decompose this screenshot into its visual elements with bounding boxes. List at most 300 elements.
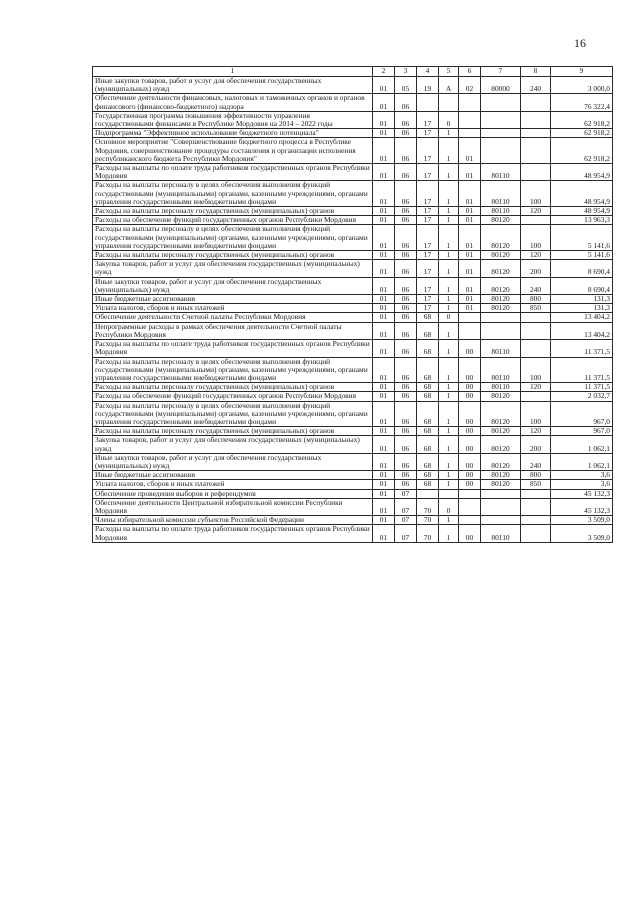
direction-code: 80120 bbox=[481, 453, 521, 470]
row-name: Расходы на выплаты персоналу государственных (муниципальных) органов bbox=[93, 427, 373, 436]
section-code: 01 bbox=[373, 77, 395, 94]
event-code bbox=[459, 313, 481, 322]
row-name: Обеспечение проведения выборов и референдумов bbox=[93, 489, 373, 498]
subsection-code: 06 bbox=[395, 251, 417, 260]
row-name: Уплата налогов, сборов и иных платежей bbox=[93, 480, 373, 489]
event-code: 01 bbox=[459, 304, 481, 313]
program-code bbox=[417, 489, 439, 498]
event-code bbox=[459, 489, 481, 498]
subsection-code: 06 bbox=[395, 313, 417, 322]
direction-code: 80120 bbox=[481, 436, 521, 453]
subsection-code: 05 bbox=[395, 77, 417, 94]
amount: 45 132,3 bbox=[551, 498, 613, 515]
event-code bbox=[459, 498, 481, 515]
subprogram-code: 1 bbox=[439, 138, 459, 164]
event-code: 01 bbox=[459, 138, 481, 164]
direction-code bbox=[481, 498, 521, 515]
row-name: Расходы на выплаты персоналу государственных (муниципальных) органов bbox=[93, 251, 373, 260]
subsection-code: 06 bbox=[395, 111, 417, 128]
direction-code: 80110 bbox=[481, 383, 521, 392]
amount: 131,3 bbox=[551, 304, 613, 313]
section-code: 01 bbox=[373, 111, 395, 128]
program-code bbox=[417, 94, 439, 111]
subsection-code: 06 bbox=[395, 225, 417, 251]
expense-type-code bbox=[521, 489, 551, 498]
row-name: Расходы на выплаты персоналу государственных (муниципальных) органов bbox=[93, 383, 373, 392]
event-code bbox=[459, 111, 481, 128]
amount: 3 509,0 bbox=[551, 525, 613, 542]
row-name: Закупка товаров, работ и услуг для обеспечения государственных (муниципальных) нужд bbox=[93, 436, 373, 453]
amount: 76 322,4 bbox=[551, 94, 613, 111]
subprogram-code: 1 bbox=[439, 453, 459, 470]
event-code: 00 bbox=[459, 357, 481, 383]
subprogram-code: 1 bbox=[439, 340, 459, 357]
column-header: 5 bbox=[439, 67, 459, 77]
subsection-code: 06 bbox=[395, 94, 417, 111]
program-code: 68 bbox=[417, 357, 439, 383]
expense-type-code: 240 bbox=[521, 453, 551, 470]
subsection-code: 07 bbox=[395, 516, 417, 525]
table-row bbox=[93, 427, 613, 436]
program-code: 68 bbox=[417, 392, 439, 401]
subprogram-code: 1 bbox=[439, 129, 459, 138]
expense-type-code: 120 bbox=[521, 383, 551, 392]
table-row bbox=[93, 295, 613, 304]
table-row bbox=[93, 340, 613, 357]
subprogram-code: 1 bbox=[439, 164, 459, 181]
row-name: Уплата налогов, сборов и иных платежей bbox=[93, 304, 373, 313]
expense-type-code: 240 bbox=[521, 277, 551, 294]
subsection-code: 06 bbox=[395, 392, 417, 401]
subsection-code: 06 bbox=[395, 357, 417, 383]
direction-code: 80110 bbox=[481, 164, 521, 181]
subsection-code: 06 bbox=[395, 340, 417, 357]
event-code bbox=[459, 322, 481, 339]
subsection-code: 06 bbox=[395, 436, 417, 453]
expense-type-code: 120 bbox=[521, 251, 551, 260]
program-code: 17 bbox=[417, 111, 439, 128]
event-code: 00 bbox=[459, 340, 481, 357]
table-row bbox=[93, 304, 613, 313]
amount: 45 132,3 bbox=[551, 489, 613, 498]
table-row bbox=[93, 357, 613, 383]
table-row bbox=[93, 480, 613, 489]
direction-code: 80120 bbox=[481, 225, 521, 251]
amount: 2 032,7 bbox=[551, 392, 613, 401]
program-code: 68 bbox=[417, 453, 439, 470]
subprogram-code: 1 bbox=[439, 480, 459, 489]
direction-code: 80120 bbox=[481, 427, 521, 436]
section-code: 01 bbox=[373, 138, 395, 164]
expense-type-code: 100 bbox=[521, 357, 551, 383]
subsection-code: 06 bbox=[395, 453, 417, 470]
section-code: 01 bbox=[373, 225, 395, 251]
row-name: Закупка товаров, работ и услуг для обеспечения государственных (муниципальных) нужд bbox=[93, 260, 373, 277]
subprogram-code: 1 bbox=[439, 357, 459, 383]
section-code: 01 bbox=[373, 94, 395, 111]
program-code: 17 bbox=[417, 164, 439, 181]
event-code: 01 bbox=[459, 164, 481, 181]
row-name: Расходы на выплаты персоналу в целях обеспечения выполнения функций государственными (муниципальными) органами, казенными учреждениями, органами управления государственными внебюджетными фондами bbox=[93, 225, 373, 251]
expense-type-code: 800 bbox=[521, 471, 551, 480]
direction-code: 80120 bbox=[481, 277, 521, 294]
row-name: Подпрограмма "Эффективное использование бюджетного потенциала" bbox=[93, 129, 373, 138]
program-code: 68 bbox=[417, 436, 439, 453]
section-code: 01 bbox=[373, 216, 395, 225]
event-code: 01 bbox=[459, 277, 481, 294]
direction-code bbox=[481, 129, 521, 138]
subprogram-code: 0 bbox=[439, 313, 459, 322]
expense-type-code: 800 bbox=[521, 295, 551, 304]
event-code: 00 bbox=[459, 436, 481, 453]
section-code: 01 bbox=[373, 525, 395, 542]
column-header: 3 bbox=[395, 67, 417, 77]
subprogram-code bbox=[439, 94, 459, 111]
table-row bbox=[93, 498, 613, 515]
row-name: Иные закупки товаров, работ и услуг для обеспечения государственных (муниципальных) нужд bbox=[93, 453, 373, 470]
event-code bbox=[459, 94, 481, 111]
expense-type-code bbox=[521, 111, 551, 128]
table-row bbox=[93, 401, 613, 427]
program-code: 70 bbox=[417, 525, 439, 542]
section-code: 01 bbox=[373, 295, 395, 304]
direction-code bbox=[481, 516, 521, 525]
subprogram-code: 1 bbox=[439, 383, 459, 392]
program-code: 17 bbox=[417, 295, 439, 304]
direction-code: 80120 bbox=[481, 251, 521, 260]
program-code: 17 bbox=[417, 251, 439, 260]
amount: 1 062,1 bbox=[551, 453, 613, 470]
expense-type-code bbox=[521, 216, 551, 225]
section-code: 01 bbox=[373, 277, 395, 294]
section-code: 01 bbox=[373, 357, 395, 383]
program-code: 68 bbox=[417, 401, 439, 427]
section-code: 01 bbox=[373, 383, 395, 392]
event-code: 01 bbox=[459, 207, 481, 216]
table-row bbox=[93, 138, 613, 164]
expense-type-code: 850 bbox=[521, 304, 551, 313]
event-code: 00 bbox=[459, 471, 481, 480]
program-code: 68 bbox=[417, 427, 439, 436]
subsection-code: 06 bbox=[395, 322, 417, 339]
section-code: 01 bbox=[373, 516, 395, 525]
page-number: 16 bbox=[574, 36, 586, 50]
amount: 62 918,2 bbox=[551, 111, 613, 128]
table-row bbox=[93, 277, 613, 294]
direction-code bbox=[481, 322, 521, 339]
subsection-code: 06 bbox=[395, 304, 417, 313]
program-code: 68 bbox=[417, 471, 439, 480]
program-code: 17 bbox=[417, 138, 439, 164]
direction-code bbox=[481, 138, 521, 164]
event-code: 00 bbox=[459, 427, 481, 436]
row-name: Расходы на выплаты персоналу в целях обеспечения выполнения функций государственными (муниципальными) органами, казенными учреждениями, органами управления государственными внебюджетными фондами bbox=[93, 357, 373, 383]
program-code: 68 bbox=[417, 322, 439, 339]
subprogram-code: 1 bbox=[439, 260, 459, 277]
row-name: Непрограммные расходы в рамках обеспечения деятельности Счетной палаты Республики Мордовия bbox=[93, 322, 373, 339]
subprogram-code: 1 bbox=[439, 225, 459, 251]
subprogram-code: 1 bbox=[439, 304, 459, 313]
subsection-code: 06 bbox=[395, 207, 417, 216]
section-code: 01 bbox=[373, 129, 395, 138]
table-row bbox=[93, 392, 613, 401]
expense-type-code: 240 bbox=[521, 77, 551, 94]
subsection-code: 06 bbox=[395, 277, 417, 294]
program-code: 17 bbox=[417, 216, 439, 225]
row-name: Основное мероприятие "Совершенствование бюджетного процесса в Республике Мордовия, совершенствование процедуры составления и организации исполнения республиканского бюджета Республики Мордовия" bbox=[93, 138, 373, 164]
amount: 3,6 bbox=[551, 480, 613, 489]
row-name: Расходы на выплаты персоналу государственных (муниципальных) органов bbox=[93, 207, 373, 216]
amount: 8 690,4 bbox=[551, 277, 613, 294]
row-name: Обеспечение деятельности Счетной палаты Республики Мордовия bbox=[93, 313, 373, 322]
section-code: 01 bbox=[373, 498, 395, 515]
column-header: 9 bbox=[551, 67, 613, 77]
section-code: 01 bbox=[373, 207, 395, 216]
program-code: 17 bbox=[417, 277, 439, 294]
program-code: 70 bbox=[417, 516, 439, 525]
direction-code bbox=[481, 111, 521, 128]
amount: 3 509,0 bbox=[551, 516, 613, 525]
event-code: 01 bbox=[459, 181, 481, 207]
expense-type-code bbox=[521, 94, 551, 111]
subsection-code: 06 bbox=[395, 383, 417, 392]
amount: 13 963,3 bbox=[551, 216, 613, 225]
program-code: 68 bbox=[417, 340, 439, 357]
expense-type-code: 850 bbox=[521, 480, 551, 489]
expense-type-code: 200 bbox=[521, 436, 551, 453]
section-code: 01 bbox=[373, 401, 395, 427]
column-header: 4 bbox=[417, 67, 439, 77]
subsection-code: 06 bbox=[395, 216, 417, 225]
section-code: 01 bbox=[373, 436, 395, 453]
table-row bbox=[93, 111, 613, 128]
table-row bbox=[93, 216, 613, 225]
expense-type-code: 100 bbox=[521, 181, 551, 207]
subprogram-code: А bbox=[439, 77, 459, 94]
table-row bbox=[93, 383, 613, 392]
subsection-code: 07 bbox=[395, 498, 417, 515]
subsection-code: 06 bbox=[395, 401, 417, 427]
direction-code: 80120 bbox=[481, 471, 521, 480]
direction-code: 80110 bbox=[481, 357, 521, 383]
row-name: Расходы на выплаты по оплате труда работников государственных органов Республики Мордовия bbox=[93, 164, 373, 181]
subprogram-code: 1 bbox=[439, 181, 459, 207]
subprogram-code: 0 bbox=[439, 498, 459, 515]
table-row bbox=[93, 313, 613, 322]
program-code: 68 bbox=[417, 480, 439, 489]
subprogram-code: 1 bbox=[439, 277, 459, 294]
subsection-code: 06 bbox=[395, 181, 417, 207]
row-name: Расходы на выплаты по оплате труда работников государственных органов Республики Мордовия bbox=[93, 525, 373, 542]
amount: 8 690,4 bbox=[551, 260, 613, 277]
event-code: 01 bbox=[459, 251, 481, 260]
budget-table bbox=[92, 66, 613, 543]
subprogram-code: 1 bbox=[439, 251, 459, 260]
program-code: 68 bbox=[417, 313, 439, 322]
table-row bbox=[93, 516, 613, 525]
expense-type-code: 120 bbox=[521, 207, 551, 216]
subsection-code: 06 bbox=[395, 164, 417, 181]
direction-code bbox=[481, 313, 521, 322]
section-code: 01 bbox=[373, 251, 395, 260]
subprogram-code: 1 bbox=[439, 322, 459, 339]
table-row bbox=[93, 489, 613, 498]
row-name: Обеспечение деятельности финансовых, налоговых и таможенных органов и органов финансового (финансово-бюджетного) надзора bbox=[93, 94, 373, 111]
column-header: 7 bbox=[481, 67, 521, 77]
table-row bbox=[93, 436, 613, 453]
column-header: 2 bbox=[373, 67, 395, 77]
direction-code: 80120 bbox=[481, 295, 521, 304]
row-name: Государственная программа повышения эффективности управления государственными финансами в Республике Мордовия на 2014 – 2022 годы bbox=[93, 111, 373, 128]
subprogram-code bbox=[439, 489, 459, 498]
event-code: 00 bbox=[459, 392, 481, 401]
event-code bbox=[459, 129, 481, 138]
amount: 48 954,9 bbox=[551, 207, 613, 216]
amount: 48 954,9 bbox=[551, 164, 613, 181]
expense-type-code bbox=[521, 129, 551, 138]
direction-code bbox=[481, 489, 521, 498]
subprogram-code: 1 bbox=[439, 525, 459, 542]
program-code: 70 bbox=[417, 498, 439, 515]
row-name: Расходы на выплаты персоналу в целях обеспечения выполнения функций государственными (муниципальными) органами, казенными учреждениями, органами управления государственными внебюджетными фондами bbox=[93, 401, 373, 427]
subprogram-code: 1 bbox=[439, 436, 459, 453]
section-code: 01 bbox=[373, 453, 395, 470]
subprogram-code: 1 bbox=[439, 295, 459, 304]
event-code bbox=[459, 516, 481, 525]
row-name: Расходы на выплаты по оплате труда работников государственных органов Республики Мордовия bbox=[93, 340, 373, 357]
subprogram-code: 1 bbox=[439, 216, 459, 225]
subprogram-code: 0 bbox=[439, 111, 459, 128]
subsection-code: 06 bbox=[395, 295, 417, 304]
expense-type-code: 120 bbox=[521, 427, 551, 436]
column-header: 6 bbox=[459, 67, 481, 77]
table-row bbox=[93, 453, 613, 470]
table-row bbox=[93, 525, 613, 542]
table-row bbox=[93, 94, 613, 111]
section-code: 01 bbox=[373, 322, 395, 339]
section-code: 01 bbox=[373, 304, 395, 313]
program-code: 17 bbox=[417, 260, 439, 277]
section-code: 01 bbox=[373, 340, 395, 357]
program-code: 17 bbox=[417, 225, 439, 251]
table-row bbox=[93, 251, 613, 260]
amount: 11 371,5 bbox=[551, 340, 613, 357]
table-row bbox=[93, 181, 613, 207]
expense-type-code bbox=[521, 138, 551, 164]
direction-code: 80110 bbox=[481, 340, 521, 357]
subsection-code: 06 bbox=[395, 138, 417, 164]
program-code: 17 bbox=[417, 304, 439, 313]
table-row bbox=[93, 77, 613, 94]
row-name: Иные закупки товаров, работ и услуг для обеспечения государственных (муниципальных) нужд bbox=[93, 277, 373, 294]
section-code: 01 bbox=[373, 427, 395, 436]
event-code: 01 bbox=[459, 260, 481, 277]
subsection-code: 06 bbox=[395, 480, 417, 489]
table-row bbox=[93, 471, 613, 480]
section-code: 01 bbox=[373, 392, 395, 401]
direction-code: 80120 bbox=[481, 260, 521, 277]
event-code: 01 bbox=[459, 225, 481, 251]
direction-code: 80120 bbox=[481, 480, 521, 489]
row-name: Члены избирательной комиссии субъектов Российской Федерации bbox=[93, 516, 373, 525]
program-code: 17 bbox=[417, 129, 439, 138]
expense-type-code bbox=[521, 498, 551, 515]
section-code: 01 bbox=[373, 313, 395, 322]
expense-type-code bbox=[521, 313, 551, 322]
direction-code: 80110 bbox=[481, 207, 521, 216]
row-name: Расходы на обеспечение функций государственных органов Республики Мордовия bbox=[93, 216, 373, 225]
section-code: 01 bbox=[373, 489, 395, 498]
direction-code: 80110 bbox=[481, 181, 521, 207]
direction-code: 80120 bbox=[481, 216, 521, 225]
table-row bbox=[93, 322, 613, 339]
amount: 62 918,2 bbox=[551, 129, 613, 138]
subprogram-code: 1 bbox=[439, 516, 459, 525]
event-code: 00 bbox=[459, 401, 481, 427]
expense-type-code: 200 bbox=[521, 260, 551, 277]
column-header: 1 bbox=[93, 67, 373, 77]
section-code: 01 bbox=[373, 260, 395, 277]
table-row bbox=[93, 225, 613, 251]
expense-type-code bbox=[521, 525, 551, 542]
event-code: 00 bbox=[459, 525, 481, 542]
subsection-code: 06 bbox=[395, 260, 417, 277]
event-code: 00 bbox=[459, 383, 481, 392]
subprogram-code: 1 bbox=[439, 392, 459, 401]
row-name: Иные бюджетные ассигнования bbox=[93, 471, 373, 480]
row-name: Иные закупки товаров, работ и услуг для обеспечения государственных (муниципальных) нужд bbox=[93, 77, 373, 94]
amount: 967,0 bbox=[551, 401, 613, 427]
amount: 13 404,2 bbox=[551, 313, 613, 322]
amount: 13 404,2 bbox=[551, 322, 613, 339]
subsection-code: 07 bbox=[395, 489, 417, 498]
expense-type-code: 100 bbox=[521, 401, 551, 427]
table-row bbox=[93, 129, 613, 138]
section-code: 01 bbox=[373, 471, 395, 480]
amount: 1 062,1 bbox=[551, 436, 613, 453]
column-header: 8 bbox=[521, 67, 551, 77]
direction-code: 80120 bbox=[481, 401, 521, 427]
direction-code: 80000 bbox=[481, 77, 521, 94]
amount: 48 954,9 bbox=[551, 181, 613, 207]
subprogram-code: 1 bbox=[439, 471, 459, 480]
amount: 131,3 bbox=[551, 295, 613, 304]
expense-type-code: 100 bbox=[521, 225, 551, 251]
subsection-code: 07 bbox=[395, 525, 417, 542]
table-row bbox=[93, 164, 613, 181]
expense-type-code bbox=[521, 340, 551, 357]
event-code: 00 bbox=[459, 453, 481, 470]
event-code: 01 bbox=[459, 216, 481, 225]
program-code: 19 bbox=[417, 77, 439, 94]
subprogram-code: 1 bbox=[439, 401, 459, 427]
expense-type-code bbox=[521, 392, 551, 401]
table-header-row bbox=[93, 67, 613, 77]
expense-type-code bbox=[521, 516, 551, 525]
row-name: Обеспечение деятельности Центральной избирательной комиссии Республики Мордовия bbox=[93, 498, 373, 515]
event-code: 02 bbox=[459, 77, 481, 94]
row-name: Иные бюджетные ассигнования bbox=[93, 295, 373, 304]
event-code: 01 bbox=[459, 295, 481, 304]
amount: 11 371,5 bbox=[551, 383, 613, 392]
direction-code: 80120 bbox=[481, 304, 521, 313]
expense-type-code bbox=[521, 164, 551, 181]
subsection-code: 06 bbox=[395, 471, 417, 480]
table-row bbox=[93, 260, 613, 277]
expense-type-code bbox=[521, 322, 551, 339]
direction-code: 80110 bbox=[481, 525, 521, 542]
amount: 62 918,2 bbox=[551, 138, 613, 164]
